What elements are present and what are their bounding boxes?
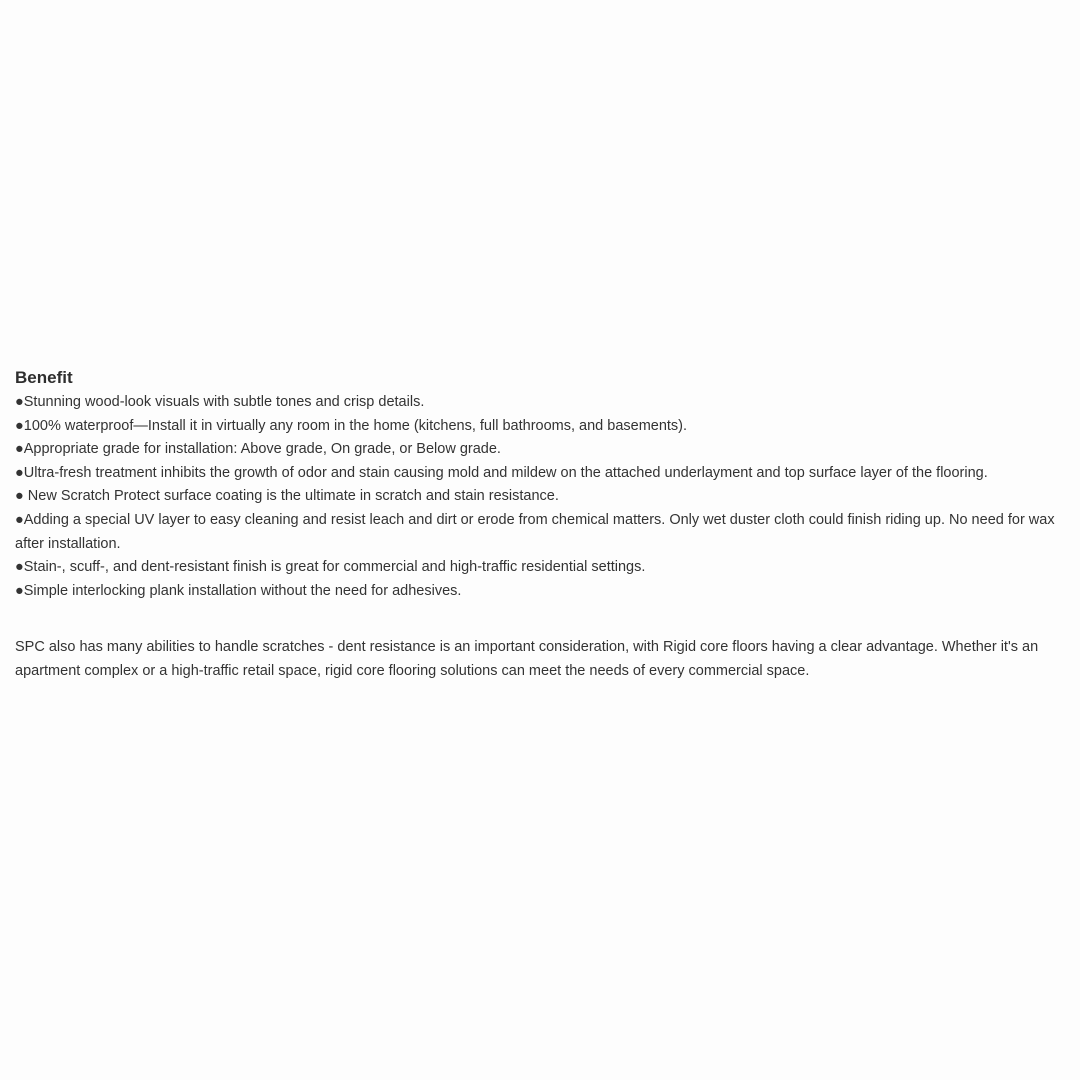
benefit-item: ●Stunning wood-look visuals with subtle tones and crisp details. <box>15 394 425 410</box>
benefit-item: ●Ultra-fresh treatment inhibits the growth of odor and stain causing mold and mildew on the attached underlayment and top surface layer of the flooring. <box>15 464 988 481</box>
spc-description-paragraph: SPC also has many abilities to handle scratches - dent resistance is an important consideration, with Rigid core floors having a clear advantage. Whether it's an apartment complex or a high-traffic retail space, rigid core flooring solutions can meet the needs of every commercial space. <box>15 639 1039 679</box>
benefit-item: ●Appropriate grade for installation: Above grade, On grade, or Below grade. <box>15 441 501 458</box>
benefit-item: ●Adding a special UV layer to easy cleaning and resist leach and dirt or erode from chemical matters. Only wet duster cloth could finish riding up. No need for wax after installation. <box>15 511 1055 552</box>
benefit-list <box>15 391 1077 603</box>
benefit-section <box>15 366 1077 684</box>
benefit-item: ●Simple interlocking plank installation without the need for adhesives. <box>15 582 462 599</box>
benefit-item: ●100% waterproof—Install it in virtually any room in the home (kitchens, full bathrooms, and basements). <box>15 417 688 434</box>
section-heading: Benefit <box>15 368 73 387</box>
benefit-item: ●Stain-, scuff-, and dent-resistant finish is great for commercial and high-traffic residential settings. <box>15 559 646 576</box>
benefit-item: ● New Scratch Protect surface coating is the ultimate in scratch and stain resistance. <box>15 488 559 505</box>
